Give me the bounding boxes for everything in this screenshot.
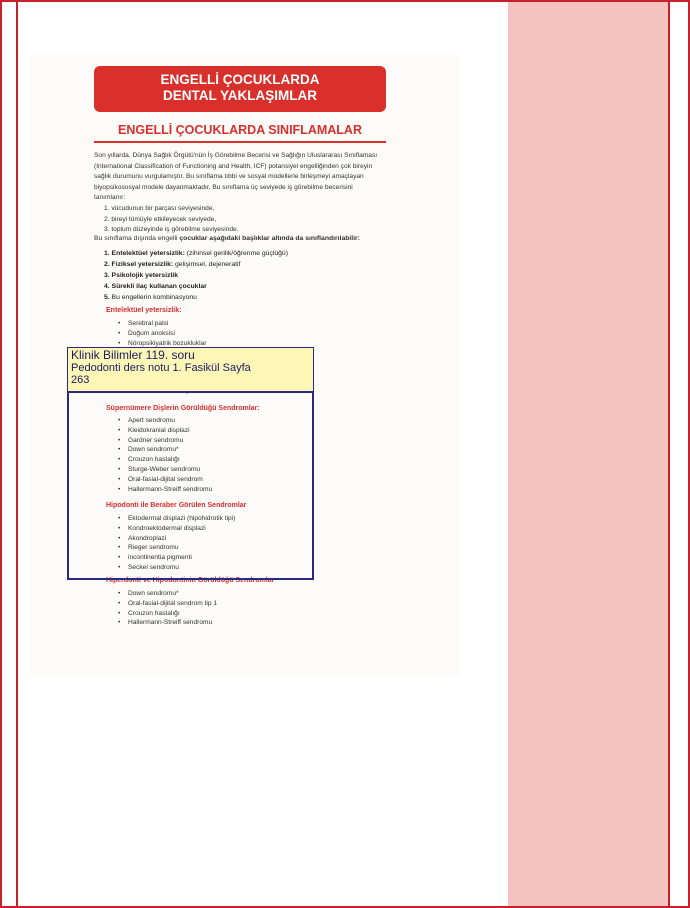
list-item: • Kleidokranial displazi — [118, 426, 212, 436]
category-item — [104, 270, 288, 281]
banner-line-1: ENGELLİ ÇOCUKLARDA — [160, 72, 320, 87]
intro-line: Son yıllarda, Dünya Sağlık Örgütü'nün İş Görebilme Becerisi ve Sağlığın Uluslararası Sınıflaması — [94, 152, 378, 159]
hyper-hypo-heading: Hiperdonti ve Hipodontinin Görüldüğü Sendromlar — [106, 577, 275, 584]
list-item: • Ektodermal displazi (hipohidrotik tipi) — [118, 514, 235, 524]
list-item: • Seckel sendromu — [118, 563, 235, 573]
category-bold: 2. Fiziksel yetersizlik: — [104, 261, 174, 268]
supernumerary-list — [118, 416, 212, 494]
list-item: • Hallermann-Streiff sendromu — [118, 618, 217, 628]
annotation-note[interactable] — [67, 347, 314, 392]
category-rest: gelişimsel, dejeneratif — [173, 261, 241, 268]
banner-line-2: DENTAL YAKLAŞIMLAR — [162, 88, 317, 103]
list-item: • Akondroplazi — [118, 534, 235, 544]
list-item: • Hallermann-Streiff sendromu — [118, 485, 212, 495]
level-item: 3. toplum düzeyinde iş görebilme seviyesinde. — [104, 226, 239, 234]
intro-line: sağlık durumunu vurgulamıştır. Bu sınıflama tıbbi ve sosyal modellerle birleşmeyi amaçlayan — [94, 173, 364, 181]
right-side-panel — [508, 2, 670, 906]
category-bold: 3. Psikolojik yetersizlik — [104, 272, 179, 279]
hypodontia-list — [118, 514, 235, 573]
hyper-hypo-list — [118, 589, 217, 628]
classification-bold: çocuklar aşağıdaki başlıklar altında da sınıflandırılabilir: — [179, 235, 360, 242]
list-item: • Oral-fasial-dijital sendrom tip 1 — [118, 599, 217, 609]
list-item: • Down sendromu* — [118, 589, 217, 599]
list-item: • Nöropsikiyatrik bozukluklar — [118, 339, 206, 349]
list-item: • Gardner sendromu — [118, 436, 212, 446]
category-item — [104, 248, 288, 259]
category-item — [104, 292, 288, 303]
category-list — [104, 248, 288, 303]
list-item: • Rieger sendromu — [118, 543, 235, 553]
category-rest: (zihinsel gerilik/öğrenme güçlüğü) — [184, 250, 288, 257]
category-item — [104, 259, 288, 270]
intro-line: (International Classification of Functioning and Health, ICF) potansiyel engelliğinden çok bireyin — [94, 162, 373, 170]
level-item: 1. vücudunun bir parçası seviyesinde, — [104, 205, 215, 212]
levels-list — [104, 204, 239, 236]
category-bold: 4. Sürekli ilaç kullanan çocuklar — [104, 283, 207, 290]
intellectual-list — [118, 319, 206, 348]
list-item: • Oral-fasial-dijital sendrom — [118, 475, 212, 485]
intro-line: biyopsikososyal modele dayanmaktadır. Bu sınıflama üç seviyede iş görebilme becerisini — [94, 183, 353, 191]
list-item: • Down sendromu* — [118, 445, 212, 455]
list-item: • Crouzon hastalığı — [118, 609, 217, 619]
section-divider — [94, 141, 386, 143]
intro-line: tanımlanır: — [94, 194, 126, 202]
level-item: 2. bireyi tümüyle etkileyecek seviyede, — [104, 215, 217, 223]
intro-paragraph — [94, 151, 390, 204]
supernumerary-heading: Süpernümere Dişlerin Görüldüğü Sendromlar: — [106, 405, 260, 412]
list-item: • Crouzon hastalığı — [118, 455, 212, 465]
list-item: • incontinentia pigmenti — [118, 553, 235, 563]
note-line-2: Pedodonti ders notu 1. Fasikül Sayfa — [71, 361, 251, 374]
category-item — [104, 281, 288, 292]
hypodontia-heading: Hipodonti ile Beraber Görülen Sendromlar — [106, 502, 247, 509]
list-item: • Sturge-Weber sendromu — [118, 465, 212, 475]
list-item: • Serebral palsi — [118, 319, 206, 329]
chapter-banner — [94, 66, 386, 112]
list-item: • Kondroektodermal displazi — [118, 524, 235, 534]
note-line-1: Klinik Bilimler 119. soru — [71, 348, 195, 362]
intellectual-heading: Entelektüel yetersizlik: — [106, 307, 182, 314]
list-item: • Apert sendromu — [118, 416, 212, 426]
classification-intro — [94, 234, 394, 244]
section-title: ENGELLİ ÇOCUKLARDA SINIFLAMALAR — [118, 123, 362, 137]
list-item: • Doğum anoksisi — [118, 329, 206, 339]
classification-prefix: Bu sınıflama dışında engelli — [94, 235, 180, 242]
right-margin-line — [668, 0, 670, 908]
category-bold: 1. Entelektüel yetersizlik: — [104, 250, 185, 257]
category-bold: 5. — [104, 294, 110, 301]
category-rest: Bu engellerin kombinasyonu — [109, 294, 197, 301]
note-line-3: 263 — [71, 374, 90, 386]
left-margin-line — [16, 0, 18, 908]
